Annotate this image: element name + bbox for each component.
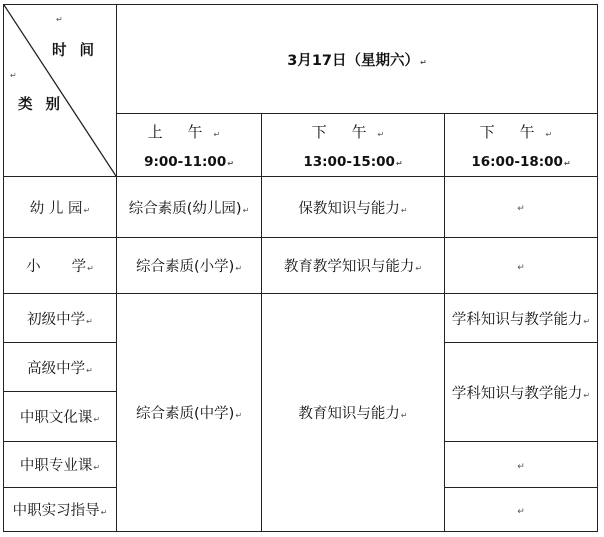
period-time: 16:00-18:00↵ <box>471 153 571 170</box>
paragraph-mark: ↵ <box>56 15 63 24</box>
subject-cell: 综合素质(幼儿园)↵ <box>117 177 262 238</box>
period-header-pm1 <box>262 114 445 177</box>
category-kindergarten: 幼 儿 园↵ <box>4 177 117 238</box>
category-vocational-major: 中职专业课↵ <box>4 442 117 488</box>
time-label: 时 间 <box>51 43 98 59</box>
category-vocational-practice: 中职实习指导↵ <box>4 488 117 532</box>
exam-schedule-table <box>3 4 598 532</box>
empty-cell: ↵ <box>445 488 598 532</box>
subject-cell: 教育教学知识与能力↵ <box>262 238 445 294</box>
category-vocational-culture: 中职文化课↵ <box>4 392 117 442</box>
subject-cell: 学科知识与教学能力↵ <box>445 343 598 442</box>
empty-cell: ↵ <box>445 177 598 238</box>
date-header-cell <box>117 5 598 114</box>
category-junior-high: 初级中学↵ <box>4 294 117 343</box>
diagonal-divider <box>4 5 116 176</box>
period-header-am <box>117 114 262 177</box>
period-name: 下 午↵ <box>311 122 395 141</box>
paragraph-mark: ↵ <box>10 71 17 80</box>
category-senior-high: 高级中学↵ <box>4 343 117 392</box>
period-name: 上 午↵ <box>147 122 231 141</box>
period-time: 13:00-15:00↵ <box>303 153 403 170</box>
empty-cell: ↵ <box>445 442 598 488</box>
subject-cell: 综合素质(小学)↵ <box>117 238 262 294</box>
subject-cell: 学科知识与教学能力↵ <box>445 294 598 343</box>
empty-cell: ↵ <box>445 238 598 294</box>
subject-cell: 综合素质(中学)↵ <box>117 294 262 532</box>
paragraph-mark: ↵ <box>420 57 427 67</box>
subject-cell: 教育知识与能力↵ <box>262 294 445 532</box>
period-header-pm2 <box>445 114 598 177</box>
corner-header-cell <box>4 5 117 177</box>
period-name: 下 午↵ <box>479 122 563 141</box>
subject-cell: 保教知识与能力↵ <box>262 177 445 238</box>
category-primary: 小 学↵ <box>4 238 117 294</box>
exam-date: 3月17日（星期六） <box>287 52 420 69</box>
period-time: 9:00-11:00↵ <box>144 153 234 170</box>
category-label: 类 别 <box>18 97 65 113</box>
